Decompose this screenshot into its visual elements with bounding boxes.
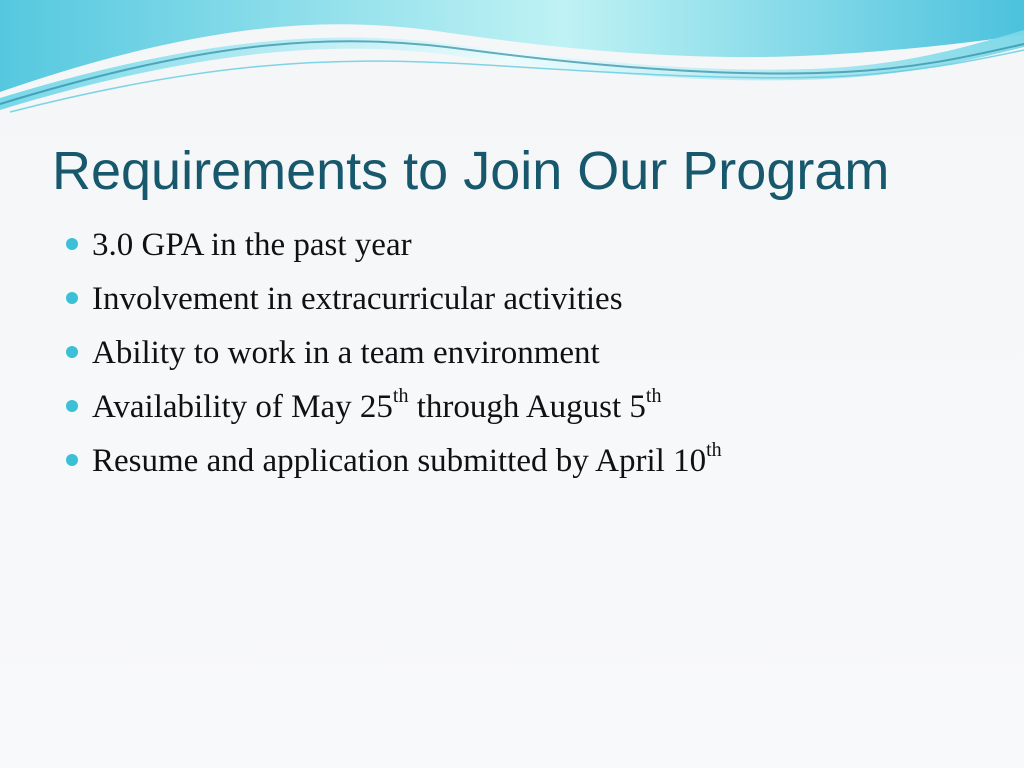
requirement-item-teamwork	[66, 330, 722, 384]
requirement-item-deadline	[66, 438, 722, 492]
slide-title: Requirements to Join Our Program	[52, 141, 890, 201]
bullet-dot-icon	[66, 454, 78, 466]
requirement-text: 3.0 GPA in the past year	[92, 227, 412, 263]
requirement-item-gpa	[66, 222, 722, 276]
requirement-text-part: through August 5	[408, 389, 646, 425]
requirement-text-part: Availability of May 25	[92, 389, 393, 425]
ordinal-suffix: th	[392, 385, 409, 407]
ordinal-suffix: th	[706, 439, 722, 461]
requirement-text-part: Resume and application submitted by April 10	[92, 443, 707, 479]
requirement-text: Ability to work in a team environment	[92, 335, 600, 371]
ordinal-suffix: th	[645, 385, 662, 407]
bullet-dot-icon	[66, 292, 78, 304]
bullet-dot-icon	[66, 400, 78, 412]
decorative-wave-header	[0, 0, 1024, 120]
requirement-item-availability	[66, 384, 722, 438]
bullet-dot-icon	[66, 238, 78, 250]
requirement-text: Involvement in extracurricular activities	[92, 281, 623, 317]
bullet-dot-icon	[66, 346, 78, 358]
requirement-item-activities	[66, 276, 722, 330]
requirements-list	[66, 222, 722, 492]
